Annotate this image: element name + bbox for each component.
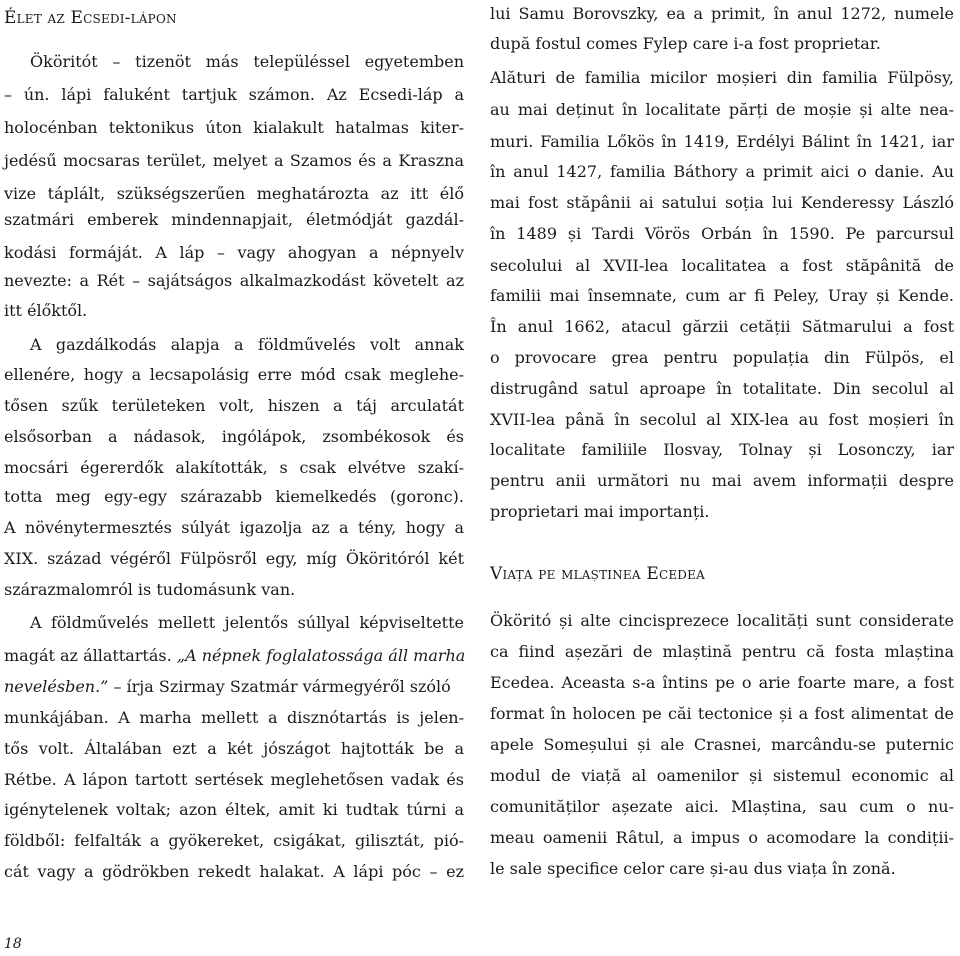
paragraph-line: elsősorban a nádasok, ingólápok, zsombékosok és (4, 427, 464, 446)
paragraph-line: itt élőktől. (4, 301, 88, 320)
paragraph-line: pentru anii următori nu mai avem informații despre (490, 471, 954, 490)
paragraph-line: mocsári égererdők alakították, s csak elvétve szakí- (4, 458, 464, 477)
paragraph-line: ellenére, hogy a lecsapolásig erre mód csak meglehe- (4, 365, 464, 384)
paragraph-line: muri. Familia Lőkös în 1419, Erdélyi Bálint în 1421, iar (490, 132, 954, 151)
paragraph-line: ca fiind așezări de mlaștină pentru că fosta mlaștina (490, 642, 954, 661)
paragraph-line: distrugând satul aproape în totalitate. Din secolul al (490, 379, 954, 398)
paragraph-line: după fostul comes Fylep care i-a fost proprietar. (490, 34, 881, 53)
section-heading-hungarian: Élet az Ecsedi-lápon (4, 8, 177, 28)
paragraph-line: în anul 1427, familia Báthory a primit aici o danie. Au (490, 162, 954, 181)
paragraph-line: Alături de familia micilor moșieri din familia Fülpösy, (490, 68, 954, 87)
paragraph-line: Ecedea. Aceasta s-a întins pe o arie foarte mare, a fost (490, 673, 954, 692)
page-number: 18 (4, 936, 22, 952)
line-text: – írja Szirmay Szatmár vármegyéről szóló (108, 677, 451, 696)
paragraph-line: tős volt. Általában ezt a két jószágot hajtották be a (4, 739, 464, 758)
paragraph-line: igénytelenek voltak; azon éltek, amit ki tudtak túrni a (4, 800, 464, 819)
paragraph-line: proprietari mai importanți. (490, 502, 710, 521)
paragraph-line: Ököritó și alte cincisprezece localități sunt considerate (490, 611, 954, 630)
paragraph-line-mixed (4, 677, 464, 697)
paragraph-line: vize táplált, szükségszerűen meghatározta az itt élő (4, 184, 464, 203)
paragraph-line: szatmári emberek mindennapjait, életmódját gazdál- (4, 210, 464, 229)
paragraph-line: A növénytermesztés súlyát igazolja az a tény, hogy a (4, 518, 464, 537)
paragraph-line: mai fost stăpânii ai satului soția lui Kenderessy László (490, 193, 954, 212)
paragraph-line: Ököritót – tizenöt más településsel egyetemben (30, 52, 464, 71)
quotation-italic: „A népnek foglalatossága áll marha (176, 646, 466, 665)
paragraph-line: totta meg egy-egy szárazabb kiemelkedés (goronc). (4, 487, 464, 506)
paragraph-line: cát vagy a gödrökben rekedt halakat. A lápi póc – ez (4, 862, 464, 881)
paragraph-line: lui Samu Borovszky, ea a primit, în anul 1272, numele (490, 4, 954, 23)
paragraph-line: kodási formáját. A láp – vagy ahogyan a népnyelv (4, 243, 464, 262)
paragraph-line: în 1489 și Tardi Vörös Orbán în 1590. Pe parcursul (490, 224, 954, 243)
paragraph-line: tősen szűk területeken volt, hiszen a táj arculatát (4, 396, 464, 415)
paragraph-line: nevezte: a Rét – sajátságos alkalmazkodást követelt az (4, 271, 464, 290)
paragraph-line: XVII-lea până în secolul al XIX-lea au fost moșieri în (490, 410, 954, 429)
paragraph-line: format în holocen pe căi tectonice și a fost alimentat de (490, 704, 954, 723)
paragraph-line: Rétbe. A lápon tartott sertések meglehetősen vadak és (4, 770, 464, 789)
paragraph-line: comunităților așezate aici. Mlaștina, sau cum o nu- (490, 797, 954, 816)
paragraph-line: apele Someșului și ale Crasnei, marcându-se puternic (490, 735, 954, 754)
paragraph-line-mixed (4, 646, 464, 666)
paragraph-line: A gazdálkodás alapja a földművelés volt annak (30, 335, 464, 354)
paragraph-line: localitate familiile Ilosvay, Tolnay și Losonczy, iar (490, 440, 954, 459)
paragraph-line: În anul 1662, atacul gărzii cetății Sătmarului a fost (490, 317, 954, 336)
paragraph-line: modul de viață al oamenilor și sistemul economic al (490, 766, 954, 785)
section-heading-romanian: Viața pe mlaștinea Ecedea (490, 564, 705, 584)
paragraph-line: földből: felfalták a gyökereket, csigákat, gilisztát, pió- (4, 831, 464, 850)
line-text: magát az állattartás. (4, 646, 177, 665)
paragraph-line: munkájában. A marha mellett a disznótartás is jelen- (4, 708, 464, 727)
paragraph-line: – ún. lápi faluként tartjuk számon. Az Ecsedi-láp a (4, 85, 464, 104)
paragraph-line: szárazmalomról is tudomásunk van. (4, 580, 296, 599)
paragraph-line: o provocare grea pentru populația din Fülpös, el (490, 348, 954, 367)
quotation-italic: nevelésben.” (4, 677, 109, 696)
paragraph-line: au mai deținut în localitate părți de moșie și alte nea- (490, 100, 954, 119)
paragraph-line: familii mai însemnate, cum ar fi Peley, Uray și Kende. (490, 286, 954, 305)
paragraph-line: jedésű mocsaras terület, melyet a Szamos és a Kraszna (4, 151, 464, 170)
paragraph-line: XIX. század végéről Fülpösről egy, míg Ököritóról két (4, 549, 464, 568)
paragraph-line: meau oamenii Râtul, a impus o acomodare la condiții- (490, 828, 954, 847)
paragraph-line: le sale specifice celor care și-au dus viața în zonă. (490, 859, 896, 878)
paragraph-line: holocénban tektonikus úton kialakult hatalmas kiter- (4, 118, 464, 137)
paragraph-line: A földművelés mellett jelentős súllyal képviseltette (30, 613, 464, 632)
paragraph-line: secolului al XVII-lea localitatea a fost stăpânită de (490, 256, 954, 275)
